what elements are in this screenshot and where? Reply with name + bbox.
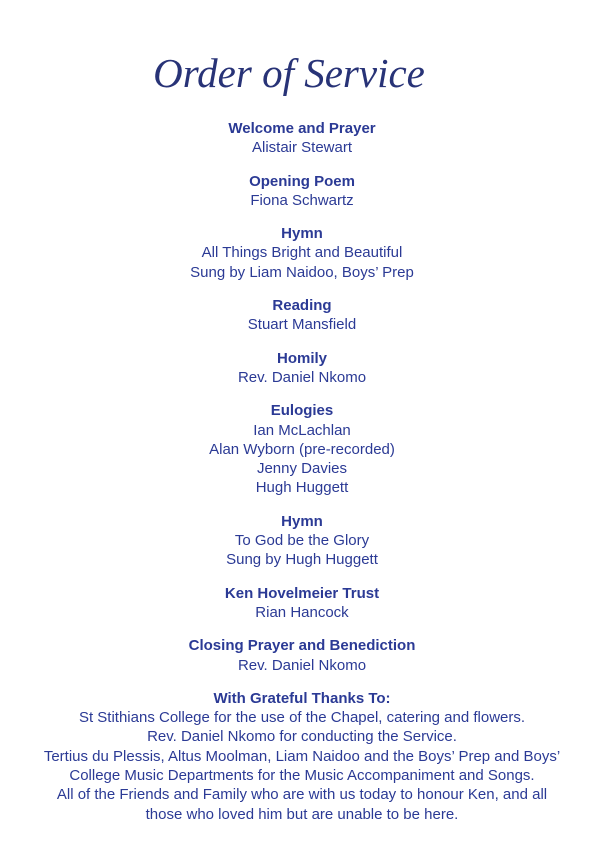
section-line: Sung by Liam Naidoo, Boys’ Prep bbox=[190, 263, 414, 281]
section-heading: Hymn bbox=[281, 225, 323, 243]
service-section bbox=[0, 119, 604, 158]
section-heading: Eulogies bbox=[270, 402, 334, 420]
section-line: Fiona Schwartz bbox=[250, 191, 354, 209]
section-line: All of the Friends and Family who are with us today to honour Ken, and all bbox=[56, 786, 548, 804]
section-heading: With Grateful Thanks To: bbox=[213, 689, 391, 707]
section-heading: Closing Prayer and Benediction bbox=[188, 637, 416, 655]
section-line: Rian Hancock bbox=[255, 603, 349, 621]
section-line: Rev. Daniel Nkomo for conducting the Service. bbox=[147, 728, 457, 746]
section-heading: Opening Poem bbox=[249, 172, 355, 190]
service-section bbox=[0, 349, 604, 388]
section-line: All Things Bright and Beautiful bbox=[201, 244, 403, 262]
service-section bbox=[0, 512, 604, 570]
section-heading: Ken Hovelmeier Trust bbox=[224, 584, 380, 602]
section-line: Hugh Huggett bbox=[255, 479, 349, 497]
section-line: those who loved him but are unable to be here. bbox=[145, 805, 459, 823]
section-line: St Stithians College for the use of the Chapel, catering and flowers. bbox=[78, 709, 526, 727]
section-line: Alistair Stewart bbox=[251, 139, 353, 157]
service-section bbox=[0, 584, 604, 623]
section-line: Stuart Mansfield bbox=[247, 316, 357, 334]
section-line: Rev. Daniel Nkomo bbox=[237, 368, 367, 386]
section-line: Rev. Daniel Nkomo bbox=[237, 656, 367, 674]
section-heading: Homily bbox=[276, 349, 327, 367]
section-line: Jenny Davies bbox=[256, 460, 348, 478]
page-title: Order of Service bbox=[153, 50, 425, 96]
service-section bbox=[0, 296, 604, 335]
section-line: To God be the Glory bbox=[234, 532, 370, 550]
section-heading: Reading bbox=[272, 297, 332, 315]
service-section bbox=[0, 636, 604, 675]
service-section bbox=[0, 401, 604, 497]
section-line: Alan Wyborn (pre-recorded) bbox=[209, 440, 395, 458]
service-section bbox=[0, 224, 604, 282]
section-line: Sung by Hugh Huggett bbox=[226, 551, 378, 569]
service-program bbox=[0, 119, 604, 824]
service-section bbox=[0, 689, 604, 824]
section-line: College Music Departments for the Music Accompaniment and Songs. bbox=[69, 767, 535, 785]
section-line: Ian McLachlan bbox=[253, 421, 351, 439]
section-heading: Welcome and Prayer bbox=[228, 120, 376, 137]
section-heading: Hymn bbox=[281, 512, 323, 530]
section-line: Tertius du Plessis, Altus Moolman, Liam Naidoo and the Boys’ Prep and Boys’ bbox=[43, 747, 561, 765]
service-section bbox=[0, 172, 604, 211]
